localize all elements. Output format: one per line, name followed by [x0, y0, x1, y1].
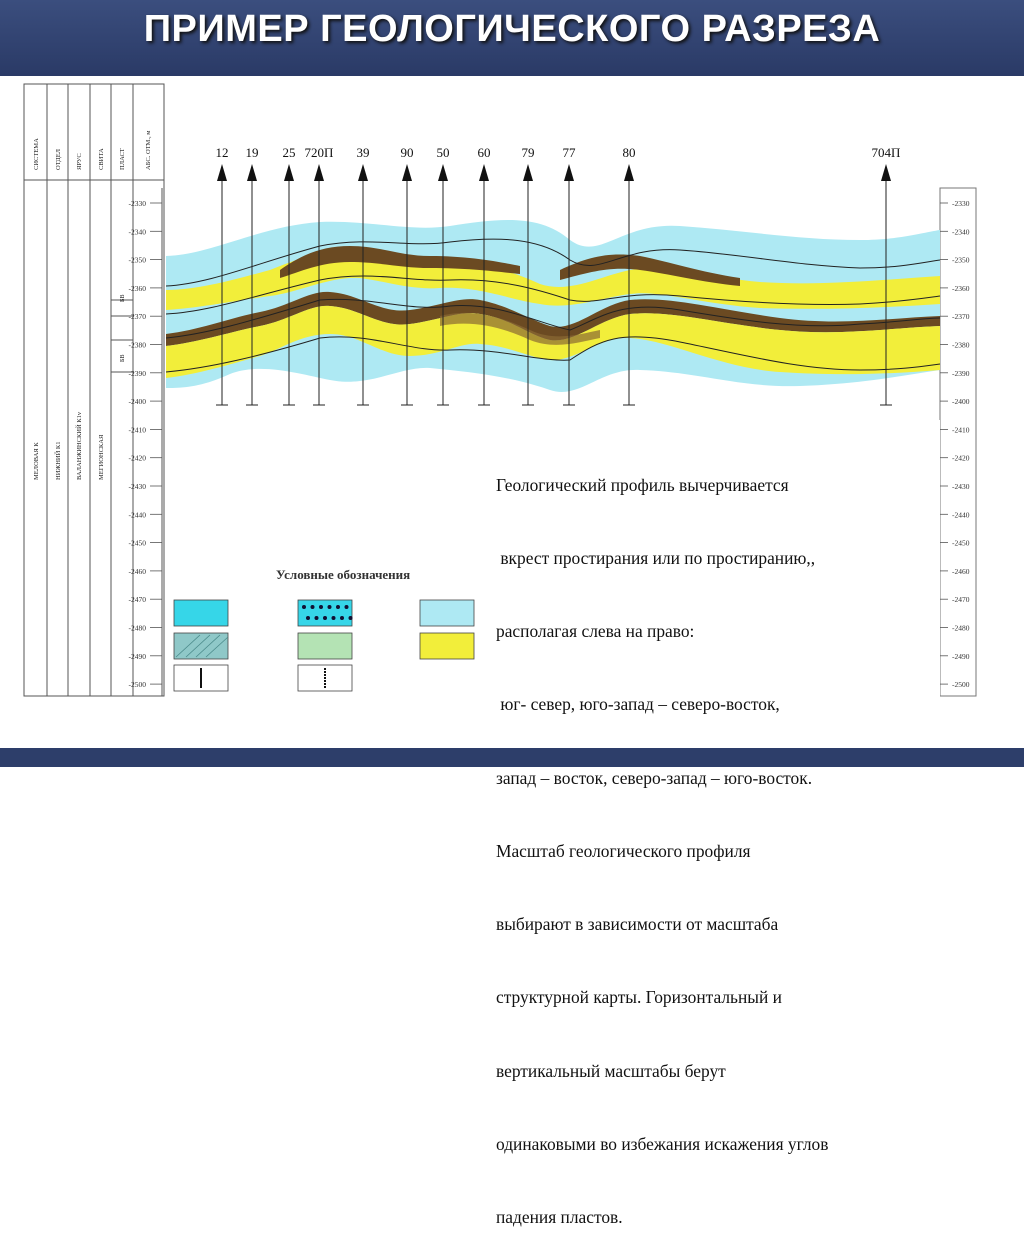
depth-tick-label: -2360 — [952, 283, 970, 293]
depth-tick-label: -2420 — [128, 453, 146, 463]
depth-tick-label: -2390 — [952, 368, 970, 378]
depth-tick-label: -2430 — [952, 482, 970, 491]
legend-dot — [349, 616, 353, 620]
depth-tick-label: -2490 — [128, 651, 146, 661]
depth-tick-label: -2380 — [128, 340, 146, 350]
depth-tick-label: -2460 — [128, 566, 146, 576]
depth-tick-label: -2330 — [128, 199, 146, 208]
depth-tick-label: -2370 — [128, 312, 146, 322]
description-line: запад – восток, северо-запад – юго-восток. — [496, 767, 813, 788]
legend-dot — [340, 616, 344, 620]
depth-tick-label: -2480 — [952, 623, 970, 633]
column-value: МЕГИОНСКАЯ — [98, 434, 105, 480]
column-value: ВАЛАНЖИНСКИЙ К1v — [76, 411, 83, 480]
well-number: 80 — [622, 145, 636, 160]
strata — [166, 220, 940, 392]
legend-dot — [323, 616, 327, 620]
depth-tick-label: -2440 — [128, 510, 146, 520]
depth-tick-label: -2370 — [952, 312, 970, 322]
column-header: СВИТА — [98, 148, 105, 170]
legend-dot — [336, 605, 340, 609]
depth-tick-label: -2350 — [952, 255, 970, 265]
depth-tick-label: -2430 — [128, 482, 146, 491]
depth-tick-label: -2500 — [952, 680, 970, 690]
well-number: 12 — [215, 145, 229, 160]
description-line: выбирают в зависимости от масштаба — [496, 914, 779, 935]
depth-tick-label: -2460 — [952, 566, 970, 576]
description-line: располагая слева на право: — [496, 621, 695, 642]
legend-dot — [328, 605, 332, 609]
column-header: ЯРУС — [76, 153, 83, 170]
column-header: СИСТЕМА — [33, 138, 40, 170]
column-header: ОТДЕЛ — [55, 149, 62, 170]
legend-dot — [306, 616, 310, 620]
depth-tick-label: -2410 — [952, 425, 970, 435]
legend-title: Условные обозначения — [276, 567, 411, 582]
title-bar — [0, 0, 1024, 76]
depth-tick-label: -2340 — [128, 227, 146, 237]
legend-dot — [311, 605, 315, 609]
depth-tick-label: -2380 — [952, 340, 970, 350]
column-header: ПЛАСТ — [119, 148, 126, 170]
depth-tick-label: -2350 — [128, 255, 146, 265]
description-line: одинаковыми во избежания искажения углов — [496, 1133, 829, 1154]
depth-scale-left — [129, 188, 163, 696]
depth-tick-label: -2470 — [952, 595, 970, 605]
depth-tick-label: -2390 — [128, 368, 146, 378]
footer-bar — [0, 748, 1024, 767]
well-number: 704П — [871, 145, 901, 160]
legend-dot — [345, 605, 349, 609]
depth-tick-label: -2420 — [952, 453, 970, 463]
column-value: МЕЛОВАЯ К — [33, 442, 40, 480]
well-number: 50 — [436, 145, 450, 160]
well-number: 79 — [521, 145, 535, 160]
well-number: 90 — [400, 145, 414, 160]
depth-tick-label: -2400 — [952, 397, 970, 407]
legend-dot — [319, 605, 323, 609]
legend-dot — [315, 616, 319, 620]
legend-dot — [302, 605, 306, 609]
well-number: 39 — [356, 145, 370, 160]
description-line: вкрест простирания или по простиранию,, — [496, 548, 816, 569]
description-line: падения пластов. — [496, 1207, 623, 1227]
description-text — [496, 424, 946, 1254]
depth-tick-label: -2490 — [952, 651, 970, 661]
description-line: Масштаб геологического профиля — [496, 840, 751, 861]
well-number: 25 — [282, 145, 296, 160]
depth-tick-label: -2360 — [128, 283, 146, 293]
legend — [174, 567, 474, 691]
description-line: Геологический профиль вычерчивается — [496, 474, 789, 495]
depth-tick-label: -2330 — [952, 199, 970, 208]
plast-label-1: БВ — [120, 294, 126, 302]
well-number: 720П — [304, 145, 334, 160]
depth-tick-label: -2340 — [952, 227, 970, 237]
depth-tick-label: -2400 — [128, 397, 146, 407]
well-number: 77 — [562, 145, 576, 160]
depth-tick-label: -2410 — [128, 425, 146, 435]
column-value: НИЖНИЙ К1 — [55, 441, 62, 480]
plast-label-2: БВ — [120, 354, 126, 362]
description-line: вертикальный масштабы берут — [496, 1060, 726, 1081]
depth-tick-label: -2480 — [128, 623, 146, 633]
description-line: юг- север, юго-запад – северо-восток, — [496, 694, 780, 715]
legend-dot — [332, 616, 336, 620]
slide-title: ПРИМЕР ГЕОЛОГИЧЕСКОГО РАЗРЕЗА — [143, 8, 881, 50]
well-number: 19 — [245, 145, 259, 160]
description-line: структурной карты. Горизонтальный и — [496, 987, 782, 1008]
depth-tick-label: -2450 — [952, 538, 970, 548]
depth-tick-label: -2500 — [128, 680, 146, 690]
well-number: 60 — [477, 145, 491, 160]
column-header: АБС. ОТМ., м — [145, 130, 152, 170]
depth-tick-label: -2440 — [952, 510, 970, 520]
depth-tick-label: -2470 — [128, 595, 146, 605]
depth-tick-label: -2450 — [128, 538, 146, 548]
